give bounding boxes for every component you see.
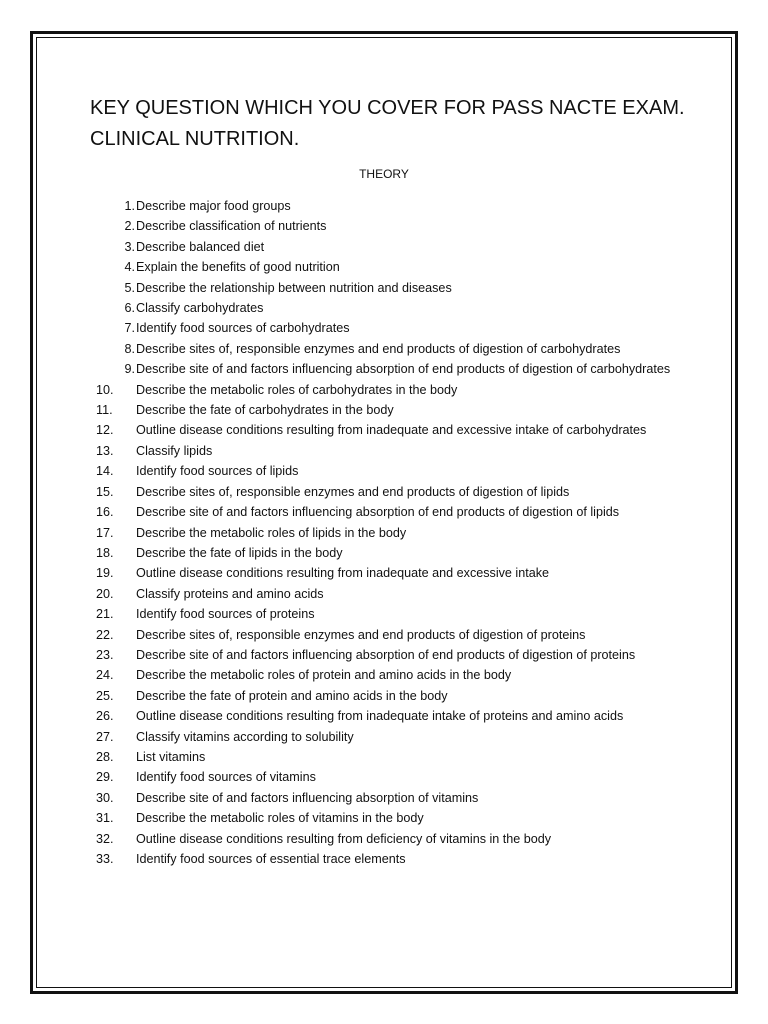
- document-title: [90, 93, 710, 155]
- question-item: [96, 849, 696, 869]
- question-number: 29.: [96, 770, 114, 785]
- question-text: Describe balanced diet: [136, 239, 265, 254]
- title-line-2: CLINICAL NUTRITION.: [90, 128, 300, 150]
- question-item: [96, 706, 696, 726]
- question-number: 9.: [124, 362, 135, 377]
- question-number: 19.: [96, 566, 114, 581]
- question-item: [96, 339, 696, 359]
- question-text: Describe site of and factors influencing absorption of vitamins: [136, 790, 479, 805]
- question-text: Describe the fate of lipids in the body: [136, 545, 343, 560]
- question-text: Outline disease conditions resulting from deficiency of vitamins in the body: [136, 831, 552, 846]
- question-number: 11.: [96, 403, 113, 418]
- question-number: 3.: [124, 239, 135, 254]
- question-number: 25.: [96, 688, 114, 703]
- question-item: [96, 604, 696, 624]
- question-item: [96, 237, 696, 257]
- question-text: Outline disease conditions resulting from inadequate and excessive intake of carbohydrates: [136, 423, 647, 438]
- question-text: Describe classification of nutrients: [136, 219, 327, 234]
- question-text: Describe the metabolic roles of lipids in the body: [136, 525, 407, 540]
- question-item: [96, 584, 696, 604]
- question-item: [96, 747, 696, 767]
- question-item: [96, 482, 696, 502]
- question-number: 27.: [96, 729, 114, 744]
- question-text: Describe the metabolic roles of carbohydrates in the body: [136, 382, 458, 397]
- question-item: [96, 686, 696, 706]
- question-number: 32.: [96, 831, 114, 846]
- question-number: 23.: [96, 647, 114, 662]
- question-number: 15.: [96, 484, 114, 499]
- question-item: [96, 441, 696, 461]
- question-text: Describe sites of, responsible enzymes and end products of digestion of carbohydrates: [136, 341, 621, 356]
- question-text: Identify food sources of essential trace elements: [136, 852, 406, 866]
- question-number: 14.: [96, 464, 114, 479]
- question-text: Classify proteins and amino acids: [136, 586, 324, 601]
- question-item: [96, 788, 696, 808]
- question-number: 20.: [96, 586, 114, 601]
- question-item: [96, 420, 696, 440]
- question-number: 12.: [96, 423, 114, 438]
- title-line-1: KEY QUESTION WHICH YOU COVER FOR PASS NACTE EXAM.: [90, 97, 685, 119]
- question-number: 8.: [124, 341, 135, 356]
- question-item: [96, 318, 696, 338]
- question-text: Describe major food groups: [136, 199, 291, 213]
- question-number: 13.: [96, 443, 114, 458]
- question-item: [96, 829, 696, 849]
- question-item: [96, 196, 696, 216]
- question-item: [96, 625, 696, 645]
- question-number: 10.: [96, 382, 114, 397]
- question-number: 26.: [96, 709, 114, 724]
- question-text: Classify lipids: [136, 443, 213, 458]
- question-text: Identify food sources of lipids: [136, 464, 299, 479]
- question-item: [96, 543, 696, 563]
- question-number: 5.: [124, 280, 135, 295]
- question-item: [96, 727, 696, 747]
- question-text: Identify food sources of carbohydrates: [136, 321, 350, 336]
- question-text: Describe the fate of carbohydrates in the body: [136, 403, 394, 418]
- question-text: Describe the relationship between nutrition and diseases: [136, 280, 452, 295]
- question-number: 1.: [124, 199, 135, 213]
- question-text: Classify carbohydrates: [136, 301, 264, 316]
- question-item: [96, 665, 696, 685]
- question-text: Describe sites of, responsible enzymes and end products of digestion of proteins: [136, 627, 586, 642]
- question-text: Describe the fate of protein and amino acids in the body: [136, 688, 448, 703]
- question-number: 4.: [124, 260, 135, 275]
- question-text: Describe sites of, responsible enzymes and end products of digestion of lipids: [136, 484, 570, 499]
- question-number: 28.: [96, 749, 114, 764]
- question-number: 30.: [96, 790, 114, 805]
- question-item: [96, 461, 696, 481]
- question-text: Explain the benefits of good nutrition: [136, 260, 340, 275]
- question-item: [96, 257, 696, 277]
- question-item: [96, 645, 696, 665]
- question-number: 24.: [96, 668, 114, 683]
- question-item: [96, 400, 696, 420]
- question-text: Classify vitamins according to solubility: [136, 729, 354, 744]
- question-text: Describe the metabolic roles of vitamins in the body: [136, 811, 424, 826]
- question-number: 21.: [96, 607, 114, 622]
- question-item: [96, 380, 696, 400]
- question-text: Describe site of and factors influencing absorption of end products of digestion of carbohydrates: [136, 362, 671, 377]
- question-number: 18.: [96, 545, 114, 560]
- question-item: [96, 808, 696, 828]
- question-item: [96, 278, 696, 298]
- question-list: [96, 196, 696, 869]
- question-text: Describe site of and factors influencing absorption of end products of digestion of lipids: [136, 505, 620, 520]
- question-text: Identify food sources of vitamins: [136, 770, 316, 785]
- question-item: [96, 767, 696, 787]
- question-number: 16.: [96, 505, 114, 520]
- question-text: Describe site of and factors influencing absorption of end products of digestion of proteins: [136, 647, 636, 662]
- question-item: [96, 523, 696, 543]
- question-item: [96, 298, 696, 318]
- question-number: 2.: [124, 219, 135, 234]
- question-number: 17.: [96, 525, 114, 540]
- question-item: [96, 563, 696, 583]
- question-number: 6.: [124, 301, 135, 316]
- question-number: 31.: [96, 811, 114, 826]
- question-text: Identify food sources of proteins: [136, 607, 315, 622]
- question-text: Outline disease conditions resulting from inadequate intake of proteins and amino acids: [136, 709, 624, 724]
- question-number: 7.: [124, 321, 135, 336]
- question-item: [96, 359, 696, 379]
- question-text: Outline disease conditions resulting from inadequate and excessive intake: [136, 566, 550, 581]
- question-text: List vitamins: [136, 749, 206, 764]
- section-heading: THEORY: [359, 167, 409, 181]
- question-number: 22.: [96, 627, 114, 642]
- question-text: Describe the metabolic roles of protein and amino acids in the body: [136, 668, 512, 683]
- question-item: [96, 216, 696, 236]
- question-item: [96, 502, 696, 522]
- question-number: 33.: [96, 852, 114, 866]
